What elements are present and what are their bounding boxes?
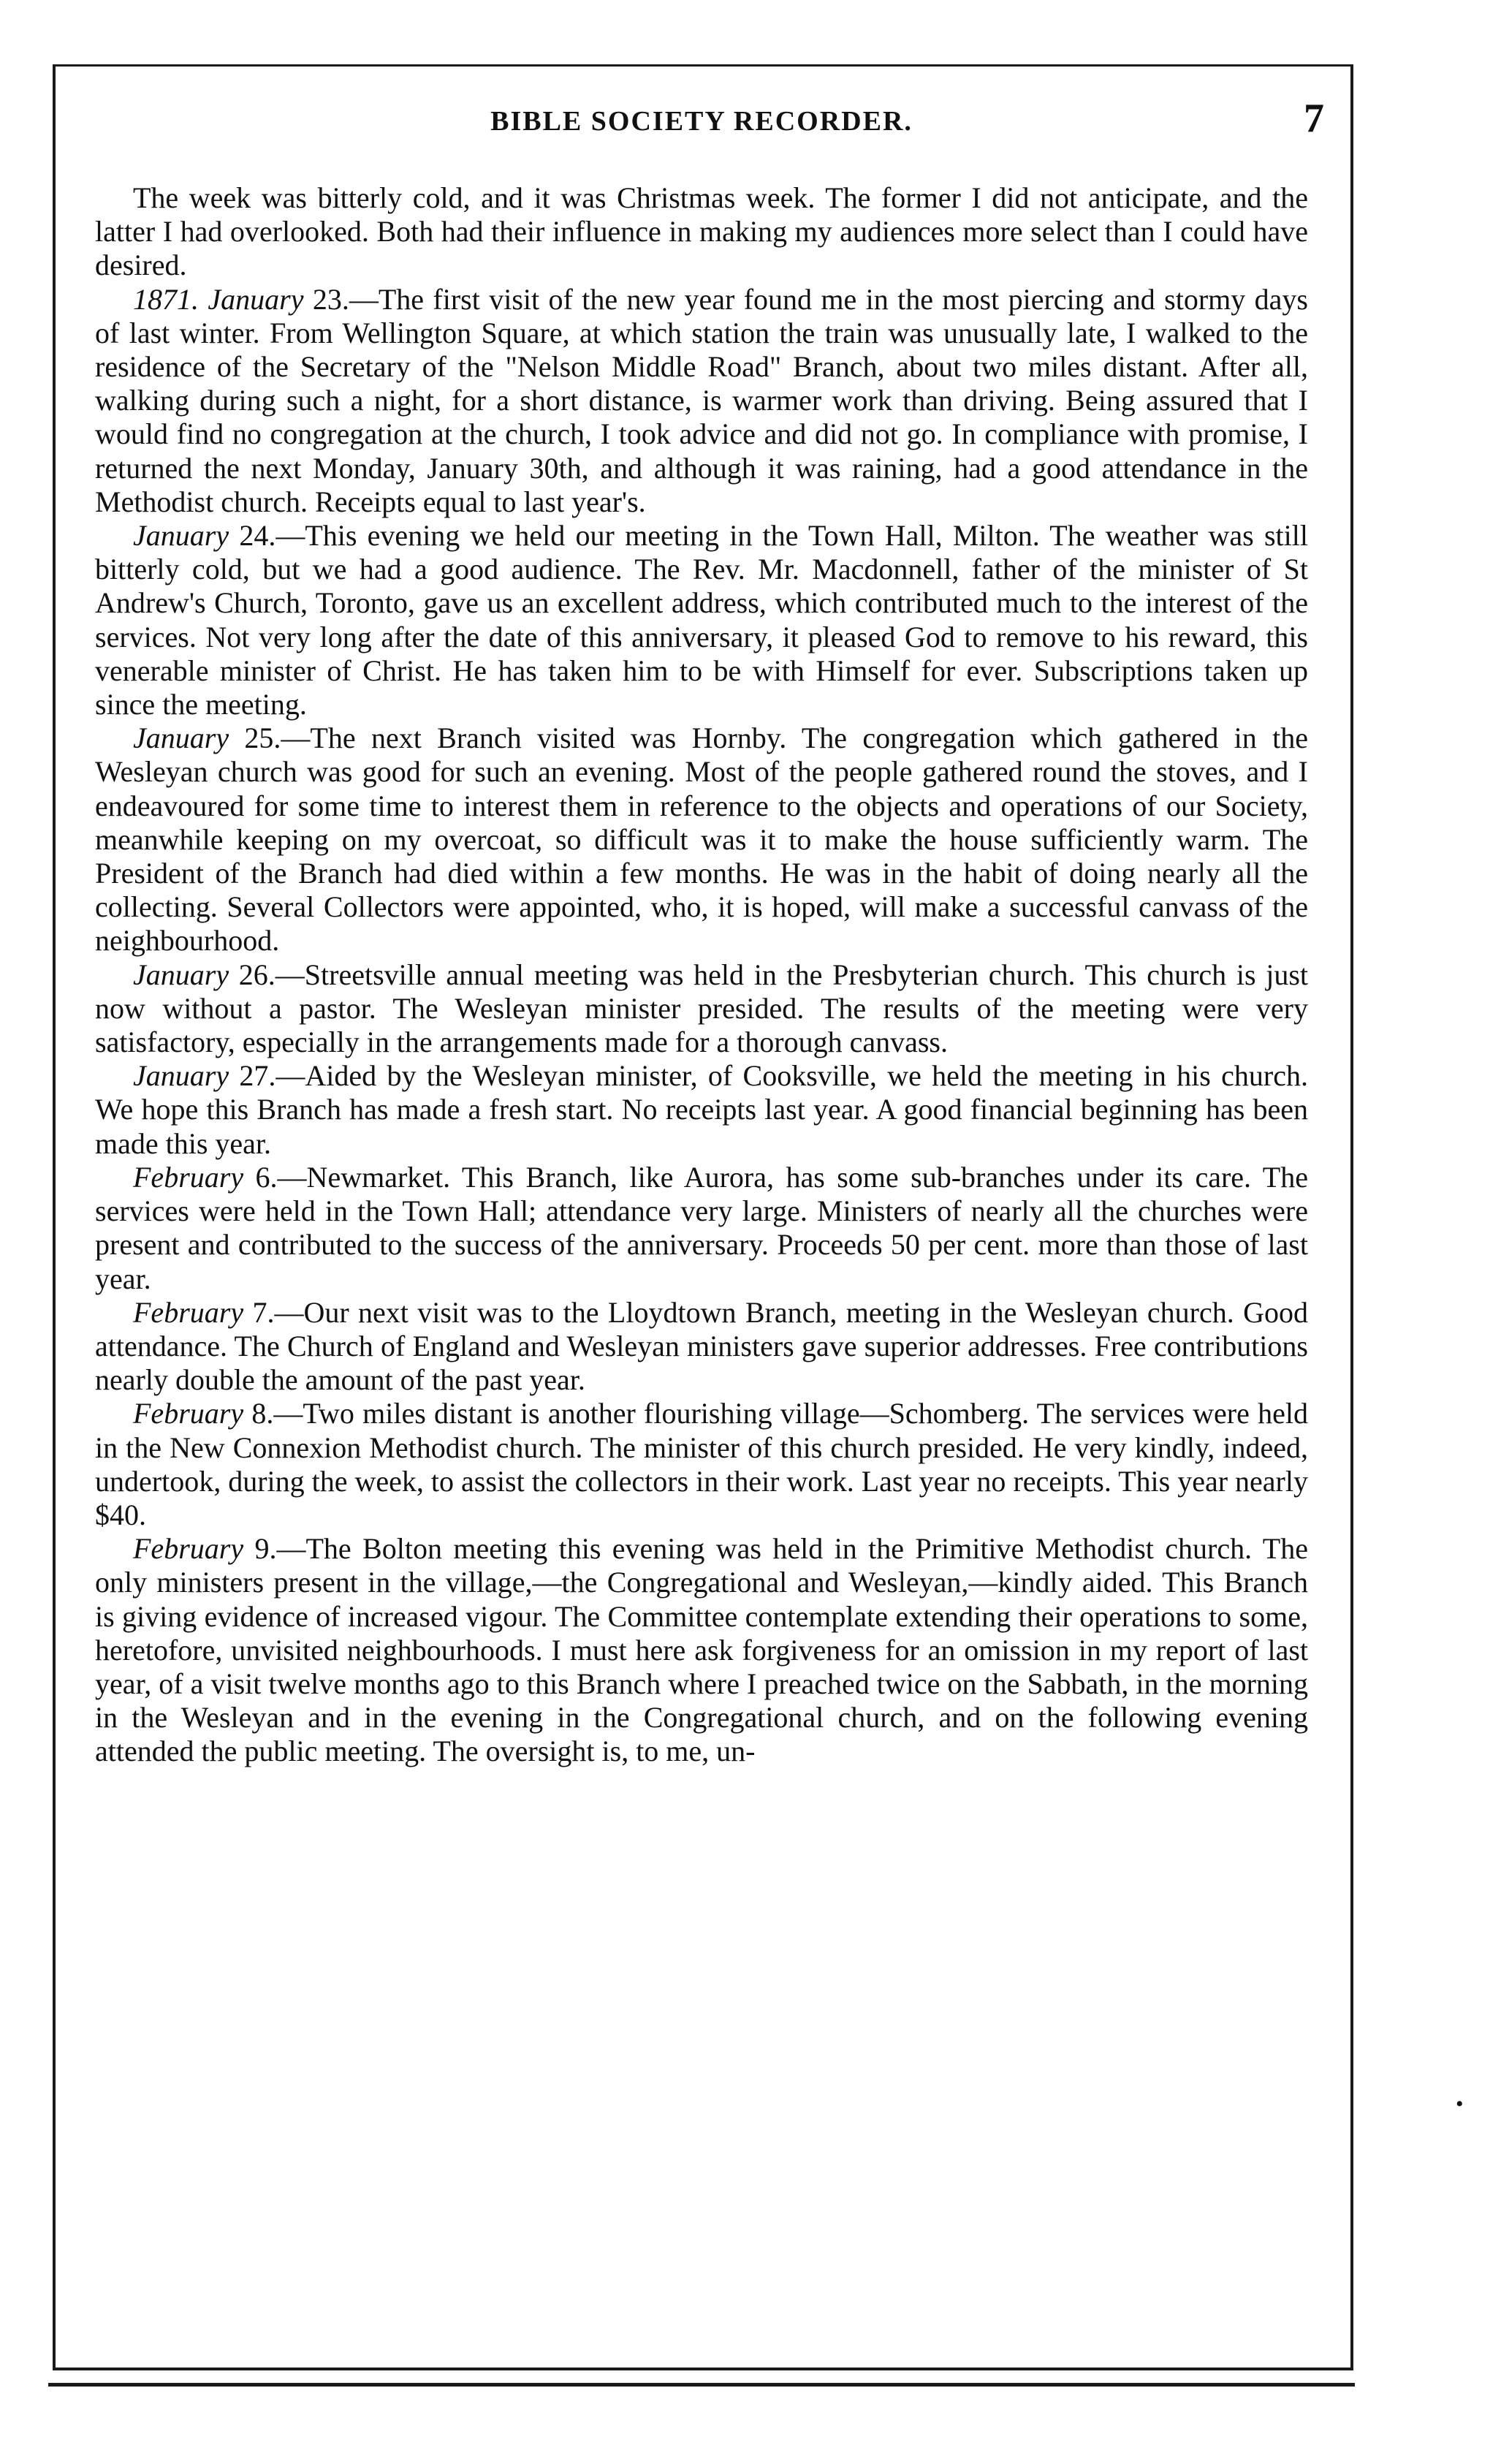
paragraph-text: 23.—The first visit of the new year found me in the most piercing and stormy days of last winter. From Wellington Square, at which station the train was unusually late, I walked to the residence of the Secretary of the "Nelson Middle Road" Branch, about two miles distant. After all, walking during such a night, for a short distance, is warmer work than driving. Being assured that I would find no congregation at the church, I took advice and did not go. In compliance with promise, I returned the next Monday, January 30th, and although it was raining, had a good attendance in the Methodist church. Receipts equal to last year's. (95, 282, 1309, 518)
article-body (95, 181, 1308, 1769)
paragraph-text: 25.—The next Branch visited was Hornby. The congregation which gathered in the Wesleyan church was good for such an evening. Most of the people gathered round the stoves, and I endeavoured for some time to interest them in reference to the objects and operations of our Society, meanwhile keeping on my overcoat, so difficult was it to make the house sufficiently warm. The President of the Branch had died within a few months. He was in the habit of doing nearly all the collecting. Several Collectors were appointed, who, it is hoped, will make a successful canvass of the neighbourhood. (95, 721, 1308, 958)
paragraph (95, 1532, 1308, 1768)
paragraph (95, 958, 1308, 1060)
paragraph (95, 721, 1308, 958)
page-header (53, 95, 1350, 153)
paragraph-text: 9.—The Bolton meeting this evening was held in the Primitive Methodist church. The only ministers present in the village,—the Congregational and Wesleyan,—kindly aided. This Branch is giving evidence of increased vigour. The Committee contemplate extending their operations to some, heretofore, unvisited neighbourhoods. I must here ask forgiveness for an omission in my report of last year, of a visit twelve months ago to this Branch where I preached twice on the Sabbath, in the morning in the Wesleyan and in the evening in the Congregational church, and on the following evening attended the public meeting. The oversight is, to me, un- (95, 1532, 1308, 1768)
paragraph (95, 1059, 1308, 1161)
paragraph-text: 26.—Streetsville annual meeting was held in the Presbyterian church. This church is just now without a pastor. The Wesleyan minister presided. The results of the meeting were very satisfactory, especially in the arrangements made for a thorough canvass. (95, 958, 1308, 1059)
stray-ink-mark: • (1456, 2092, 1464, 2116)
date-label: January (133, 721, 229, 755)
paragraph (95, 1296, 1308, 1398)
date-label: February (133, 1295, 244, 1329)
paragraph-text: 7.—Our next visit was to the Lloydtown Branch, meeting in the Wesleyan church. Good attendance. The Church of England and Wesleyan ministers gave superior addresses. Free contributions nearly double the amount of the past year. (95, 1295, 1308, 1397)
paragraph (95, 519, 1308, 721)
paragraph-text: The week was bitterly cold, and it was Christmas week. The former I did not anticipate, and the latter I had overlooked. Both had their influence in making my audiences more select than I could have desired. (95, 181, 1308, 282)
paragraph-text: 24.—This evening we held our meeting in the Town Hall, Milton. The weather was still bitterly cold, but we had a good audience. The Rev. Mr. Macdonnell, father of the minister of St Andrew's Church, Toronto, gave us an excellent address, which contributed much to the interest of the services. Not very long after the date of this anniversary, it pleased God to remove to his reward, this venerable minister of Christ. He has taken him to be with Himself for ever. Subscriptions taken up since the meeting. (95, 519, 1308, 721)
paragraph-text: 8.—Two miles distant is another flourishing village—Schomberg. The services were held in the New Connexion Methodist church. The minister of this church presided. He very kindly, indeed, undertook, during the week, to assist the collectors in their work. Last year no receipts. This year nearly $40. (95, 1397, 1308, 1531)
date-label: January (133, 958, 229, 991)
date-label: January (133, 1059, 229, 1093)
date-label: February (133, 1397, 244, 1430)
running-title: BIBLE SOCIETY RECORDER. (490, 106, 913, 137)
paragraph (95, 1397, 1308, 1532)
bottom-rule (48, 2383, 1355, 2387)
paragraph-text: 6.—Newmarket. This Branch, like Aurora, has some sub-branches under its care. The services were held in the Town Hall; attendance very large. Ministers of nearly all the churches were present and contributed to the success of the anniversary. Proceeds 50 per cent. more than those of last year. (95, 1160, 1308, 1295)
date-label: February (133, 1532, 244, 1566)
paragraph (95, 1161, 1308, 1296)
date-label: February (133, 1160, 244, 1194)
date-label: 1871. January (133, 282, 304, 316)
paragraph-text: 27.—Aided by the Wesleyan minister, of Cooksville, we held the meeting in his church. We hope this Branch has made a fresh start. No receipts last year. A good financial beginning has been made this year. (95, 1059, 1308, 1160)
paragraph (95, 283, 1308, 519)
page-number: 7 (1304, 96, 1324, 141)
date-label: January (133, 519, 229, 553)
paragraph (95, 181, 1308, 283)
